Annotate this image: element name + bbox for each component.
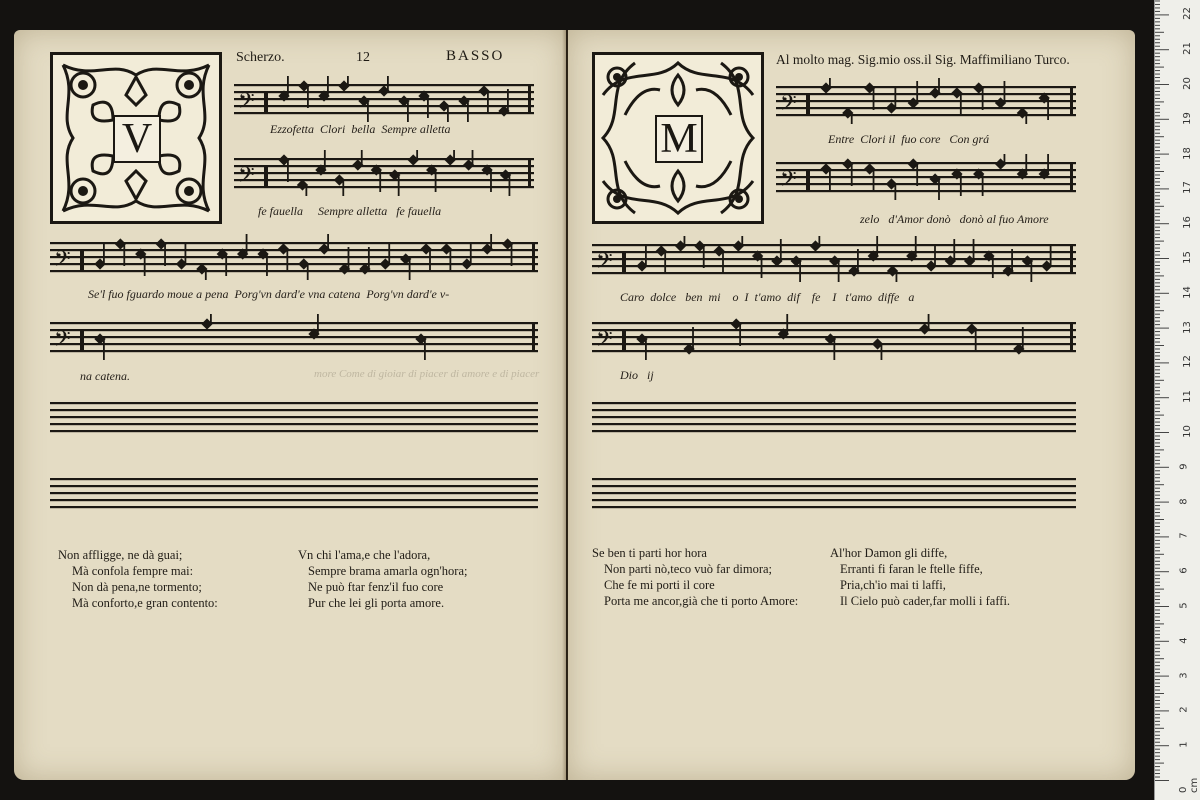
svg-text:𝄢: 𝄢: [780, 91, 797, 121]
note-stem: [447, 106, 449, 122]
note-stem: [1011, 249, 1013, 271]
note-stem: [992, 256, 994, 278]
note-stem: [123, 244, 125, 266]
note-stem: [851, 164, 853, 186]
music-staff-2: [234, 150, 534, 196]
note-stem: [664, 251, 666, 273]
note-stem: [916, 81, 918, 103]
ruler-number: 4: [1178, 637, 1190, 644]
note-stem: [873, 169, 875, 191]
note-stem: [449, 249, 451, 271]
measurement-ruler: [1154, 0, 1200, 800]
note-stem: [1004, 81, 1006, 103]
left-page: [14, 30, 566, 780]
svg-text:𝄢: 𝄢: [54, 247, 71, 277]
note-stem: [703, 246, 705, 268]
note-stem: [722, 251, 724, 273]
note-stem: [388, 242, 390, 264]
ruler-number: 7: [1178, 532, 1190, 540]
note-stem: [928, 314, 930, 329]
lyric-line-4: na catena.: [80, 369, 130, 383]
lyric-line-3: Caro dolce ben mi o I t'amo dif fe I t'amo diffe a: [620, 290, 915, 304]
empty-staff-2: [50, 470, 538, 516]
note-stem: [487, 91, 489, 113]
note-stem: [780, 239, 782, 261]
note-stem: [916, 164, 918, 186]
note-stem: [645, 339, 647, 360]
verse-left-1: Se ben ti parti hor hora: [592, 546, 707, 560]
note-stem: [761, 256, 763, 278]
note-stem: [934, 244, 936, 266]
music-staff-4: [50, 314, 538, 360]
note-stem: [307, 264, 309, 280]
lyric-line-1: Ezzofetta Clori bella Sempre alletta: [270, 122, 451, 136]
note-stem: [975, 329, 977, 351]
note-stem: [103, 339, 105, 360]
note-stem: [1030, 261, 1032, 282]
ruler-number: 18: [1181, 146, 1193, 160]
note-stem: [881, 344, 883, 360]
note-stem: [645, 244, 647, 266]
note-stem: [938, 78, 940, 93]
note-stem: [453, 150, 455, 160]
note-stem: [739, 324, 741, 346]
ruler-number: 12: [1181, 355, 1193, 369]
lyric-line-3: Se'l fuo fguardo moue a pena Porg'vn dard'e vna catena Porg'vn dard'e v-: [88, 287, 450, 301]
note-stem: [1004, 154, 1006, 164]
note-stem: [741, 236, 743, 246]
decorated-initial-v: [50, 52, 222, 224]
music-staff-3: [50, 234, 538, 280]
note-stem: [470, 242, 472, 264]
note-stem: [266, 254, 268, 276]
note-stem: [829, 78, 831, 88]
note-stem: [509, 175, 511, 196]
note-stem: [982, 88, 984, 110]
lyric-line-1: Entre Clori il fuo core Con grá: [828, 132, 990, 146]
note-stem: [348, 247, 350, 269]
verse-right-3: Pria,ch'io mai ti laffi,: [840, 578, 946, 592]
note-stem: [409, 259, 411, 280]
note-stem: [379, 170, 381, 192]
note-stem: [1047, 154, 1049, 174]
ruler-number: 14: [1181, 285, 1193, 299]
verse-left-4: Porta me ancor,già che ti porto Amore:: [604, 594, 799, 608]
note-stem: [164, 244, 166, 266]
note-stem: [361, 150, 363, 165]
note-stem: [287, 76, 289, 96]
ruler-number: 6: [1178, 567, 1190, 574]
note-stem: [416, 150, 418, 160]
note-stem: [225, 254, 227, 276]
note-stem: [144, 254, 146, 276]
empty-staff-2: [592, 470, 1076, 516]
note-stem: [429, 249, 431, 271]
verse-left-2: Non parti nò,teco vuò far dimora;: [604, 562, 773, 576]
note-stem: [833, 339, 835, 360]
note-stem: [507, 89, 509, 111]
svg-text:𝄢: 𝄢: [780, 167, 797, 197]
voice-part: BASSO: [446, 48, 505, 64]
verse-right-1: Al'hor Damon gli diffe,: [830, 546, 948, 560]
note-stem: [1025, 154, 1027, 174]
initial-letter: V: [113, 115, 161, 163]
note-stem: [307, 86, 309, 108]
note-stem: [786, 314, 788, 334]
note-stem: [511, 244, 513, 266]
piece-title: Scherzo.: [236, 50, 285, 65]
note-stem: [287, 160, 289, 182]
ruler-number: 19: [1181, 111, 1193, 125]
note-stem: [205, 269, 207, 280]
svg-text:𝄢: 𝄢: [238, 89, 255, 119]
note-stem: [953, 239, 955, 261]
note-stem: [857, 249, 859, 271]
ruler-number: 15: [1181, 251, 1193, 264]
empty-staff-1: [50, 394, 538, 440]
note-stem: [938, 179, 940, 200]
verse-left-3: Non dà pena,ne tormento;: [72, 580, 202, 594]
note-stem: [185, 242, 187, 264]
note-stem: [210, 314, 212, 324]
verse-right-2: Erranti fi faran le ftelle fiffe,: [840, 562, 983, 576]
note-stem: [851, 113, 853, 124]
note-stem: [398, 175, 400, 196]
music-staff-1: [776, 78, 1076, 124]
music-staff-2: [776, 154, 1076, 200]
dedication-line: Al molto mag. Sig.mio oss.il Sig. Maffimiliano Turco.: [776, 52, 1070, 67]
music-staff-4: [592, 314, 1076, 360]
note-stem: [896, 271, 898, 282]
note-stem: [367, 101, 369, 122]
note-stem: [317, 314, 319, 334]
page-number: 12: [356, 50, 370, 65]
note-stem: [424, 339, 426, 360]
ruler-number: 17: [1181, 181, 1193, 195]
verse-right-4: Il Cielo può cader,far molli i faffi.: [840, 594, 1011, 608]
ruler-unit-label: 0 cm: [1178, 777, 1200, 793]
note-stem: [829, 169, 831, 191]
verse-left-1: Non affligge, ne dà guai;: [58, 548, 183, 562]
svg-text:𝄢: 𝄢: [596, 327, 613, 357]
note-stem: [435, 170, 437, 192]
note-stem: [838, 261, 840, 282]
ruler-number: 9: [1178, 463, 1190, 470]
note-stem: [427, 96, 429, 118]
note-stem: [467, 101, 469, 122]
note-stem: [915, 236, 917, 256]
ruler-number: 10: [1181, 425, 1193, 438]
ruler-number: 11: [1181, 390, 1193, 404]
music-staff-1: [234, 76, 534, 122]
verse-right-4: Pur che lei gli porta amore.: [308, 596, 445, 610]
verse-right-3: Ne può ftar fenz'il fuo core: [308, 580, 444, 594]
note-stem: [894, 86, 896, 108]
note-stem: [799, 261, 801, 282]
ruler-number: 8: [1178, 497, 1190, 505]
note-stem: [960, 93, 962, 115]
note-stem: [1047, 98, 1049, 120]
note-stem: [305, 185, 307, 196]
note-stem: [490, 234, 492, 249]
ruler-number: 20: [1181, 77, 1193, 90]
ruler-number: 21: [1181, 42, 1193, 56]
note-stem: [1022, 327, 1024, 349]
initial-letter: M: [655, 115, 703, 163]
note-stem: [347, 76, 349, 86]
right-page: [568, 30, 1135, 780]
decorated-initial-m: [592, 52, 764, 224]
note-stem: [973, 239, 975, 261]
note-stem: [387, 76, 389, 91]
bleed-through-text: more Come di gioiar di piacer di amore e di piacer: [314, 368, 540, 380]
note-stem: [1025, 113, 1027, 124]
note-stem: [324, 150, 326, 170]
note-stem: [982, 174, 984, 196]
note-stem: [342, 180, 344, 196]
verse-left-2: Mà confola fempre mai:: [72, 564, 194, 578]
verse-right-2: Sempre brama amarla ogn'hora;: [308, 564, 468, 578]
note-stem: [368, 247, 370, 269]
ruler-number: 13: [1181, 320, 1193, 334]
lyric-line-2: zelo d'Amor donò donò al fuo Amore: [860, 212, 1049, 226]
svg-text:𝄢: 𝄢: [238, 163, 255, 193]
note-stem: [876, 236, 878, 256]
verse-left-4: Mà conforto,e gran contento:: [72, 596, 218, 610]
verse-left-3: Che fe mi porti il core: [604, 578, 715, 592]
ruler-number: 1: [1178, 741, 1190, 748]
note-stem: [286, 249, 288, 271]
lyric-line-2: fe fauella Sempre alletta fe fauella: [258, 204, 442, 218]
note-stem: [1050, 244, 1052, 266]
note-stem: [472, 150, 474, 165]
note-stem: [873, 88, 875, 110]
ruler-number: 16: [1181, 216, 1193, 230]
note-stem: [692, 327, 694, 349]
verse-right-1: Vn chi l'ama,e che l'adora,: [298, 548, 431, 562]
ruler-number: 5: [1178, 602, 1190, 609]
note-stem: [818, 236, 820, 246]
note-stem: [327, 234, 329, 249]
empty-staff-1: [592, 394, 1076, 440]
svg-text:𝄢: 𝄢: [596, 249, 613, 279]
note-stem: [960, 174, 962, 196]
note-stem: [103, 242, 105, 264]
note-stem: [407, 101, 409, 122]
note-stem: [684, 236, 686, 246]
svg-text:𝄢: 𝄢: [54, 327, 71, 357]
note-stem: [490, 170, 492, 192]
ruler-number: 22: [1181, 7, 1193, 21]
ruler-number: 3: [1178, 671, 1190, 679]
music-staff-3: [592, 236, 1076, 282]
note-stem: [327, 76, 329, 96]
note-stem: [894, 184, 896, 200]
lyric-line-4: Dio ij: [620, 368, 654, 382]
note-stem: [246, 234, 248, 254]
ruler-number: 2: [1178, 706, 1190, 714]
